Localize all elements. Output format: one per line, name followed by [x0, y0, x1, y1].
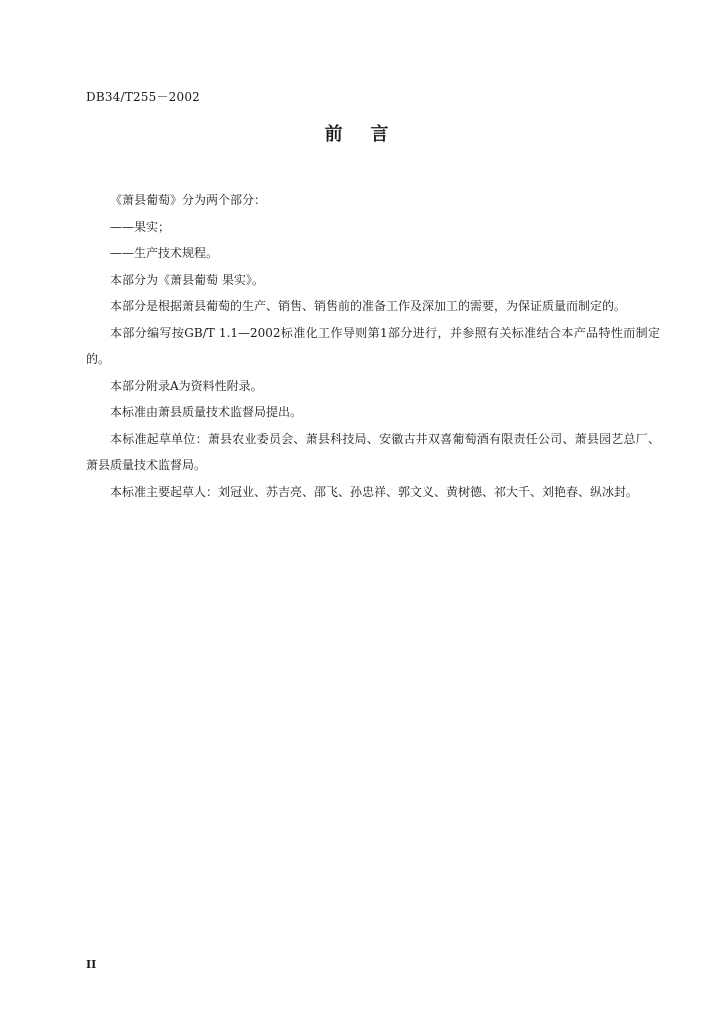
paragraph-drafters: 本标准主要起草人：刘冠业、苏吉亮、邵飞、孙忠祥、郭文义、黄树德、祁大千、刘艳春、纵冰封。 [110, 484, 639, 499]
standard-code: DB34/T255－2002 [86, 90, 200, 104]
paragraph-part-technique: ——生产技术规程。 [110, 246, 219, 260]
page-number: II [86, 958, 97, 971]
paragraph-this-part: 本部分为《萧县葡萄 果实》。 [110, 272, 264, 287]
preface-body [86, 187, 660, 505]
paragraph-appendix: 本部分附录A为资料性附录。 [110, 378, 263, 393]
paragraph-parts-intro: 《萧县葡萄》分为两个部分： [110, 193, 267, 207]
paragraph-part-fruit: ——果实； [110, 219, 171, 234]
paragraph-purpose: 本部分是根据萧县葡萄的生产、销售、销售前的准备工作及深加工的需要，为保证质量而制定的。 [110, 299, 627, 313]
paragraph-proposer: 本标准由萧县质量技术监督局提出。 [110, 405, 303, 419]
paragraph-drafting-units: 本标准起草单位：萧县农业委员会、萧县科技局、安徽古井双喜葡萄酒有限责任公司、萧县园艺总厂、萧县质量技术监督局。 [86, 431, 660, 472]
page-title: 前 言 [324, 124, 400, 145]
paragraph-drafting-basis: 本部分编写按GB/T 1.1—2002标准化工作导则第1部分进行，并参照有关标准结合本产品特性而制定的。 [86, 325, 660, 366]
